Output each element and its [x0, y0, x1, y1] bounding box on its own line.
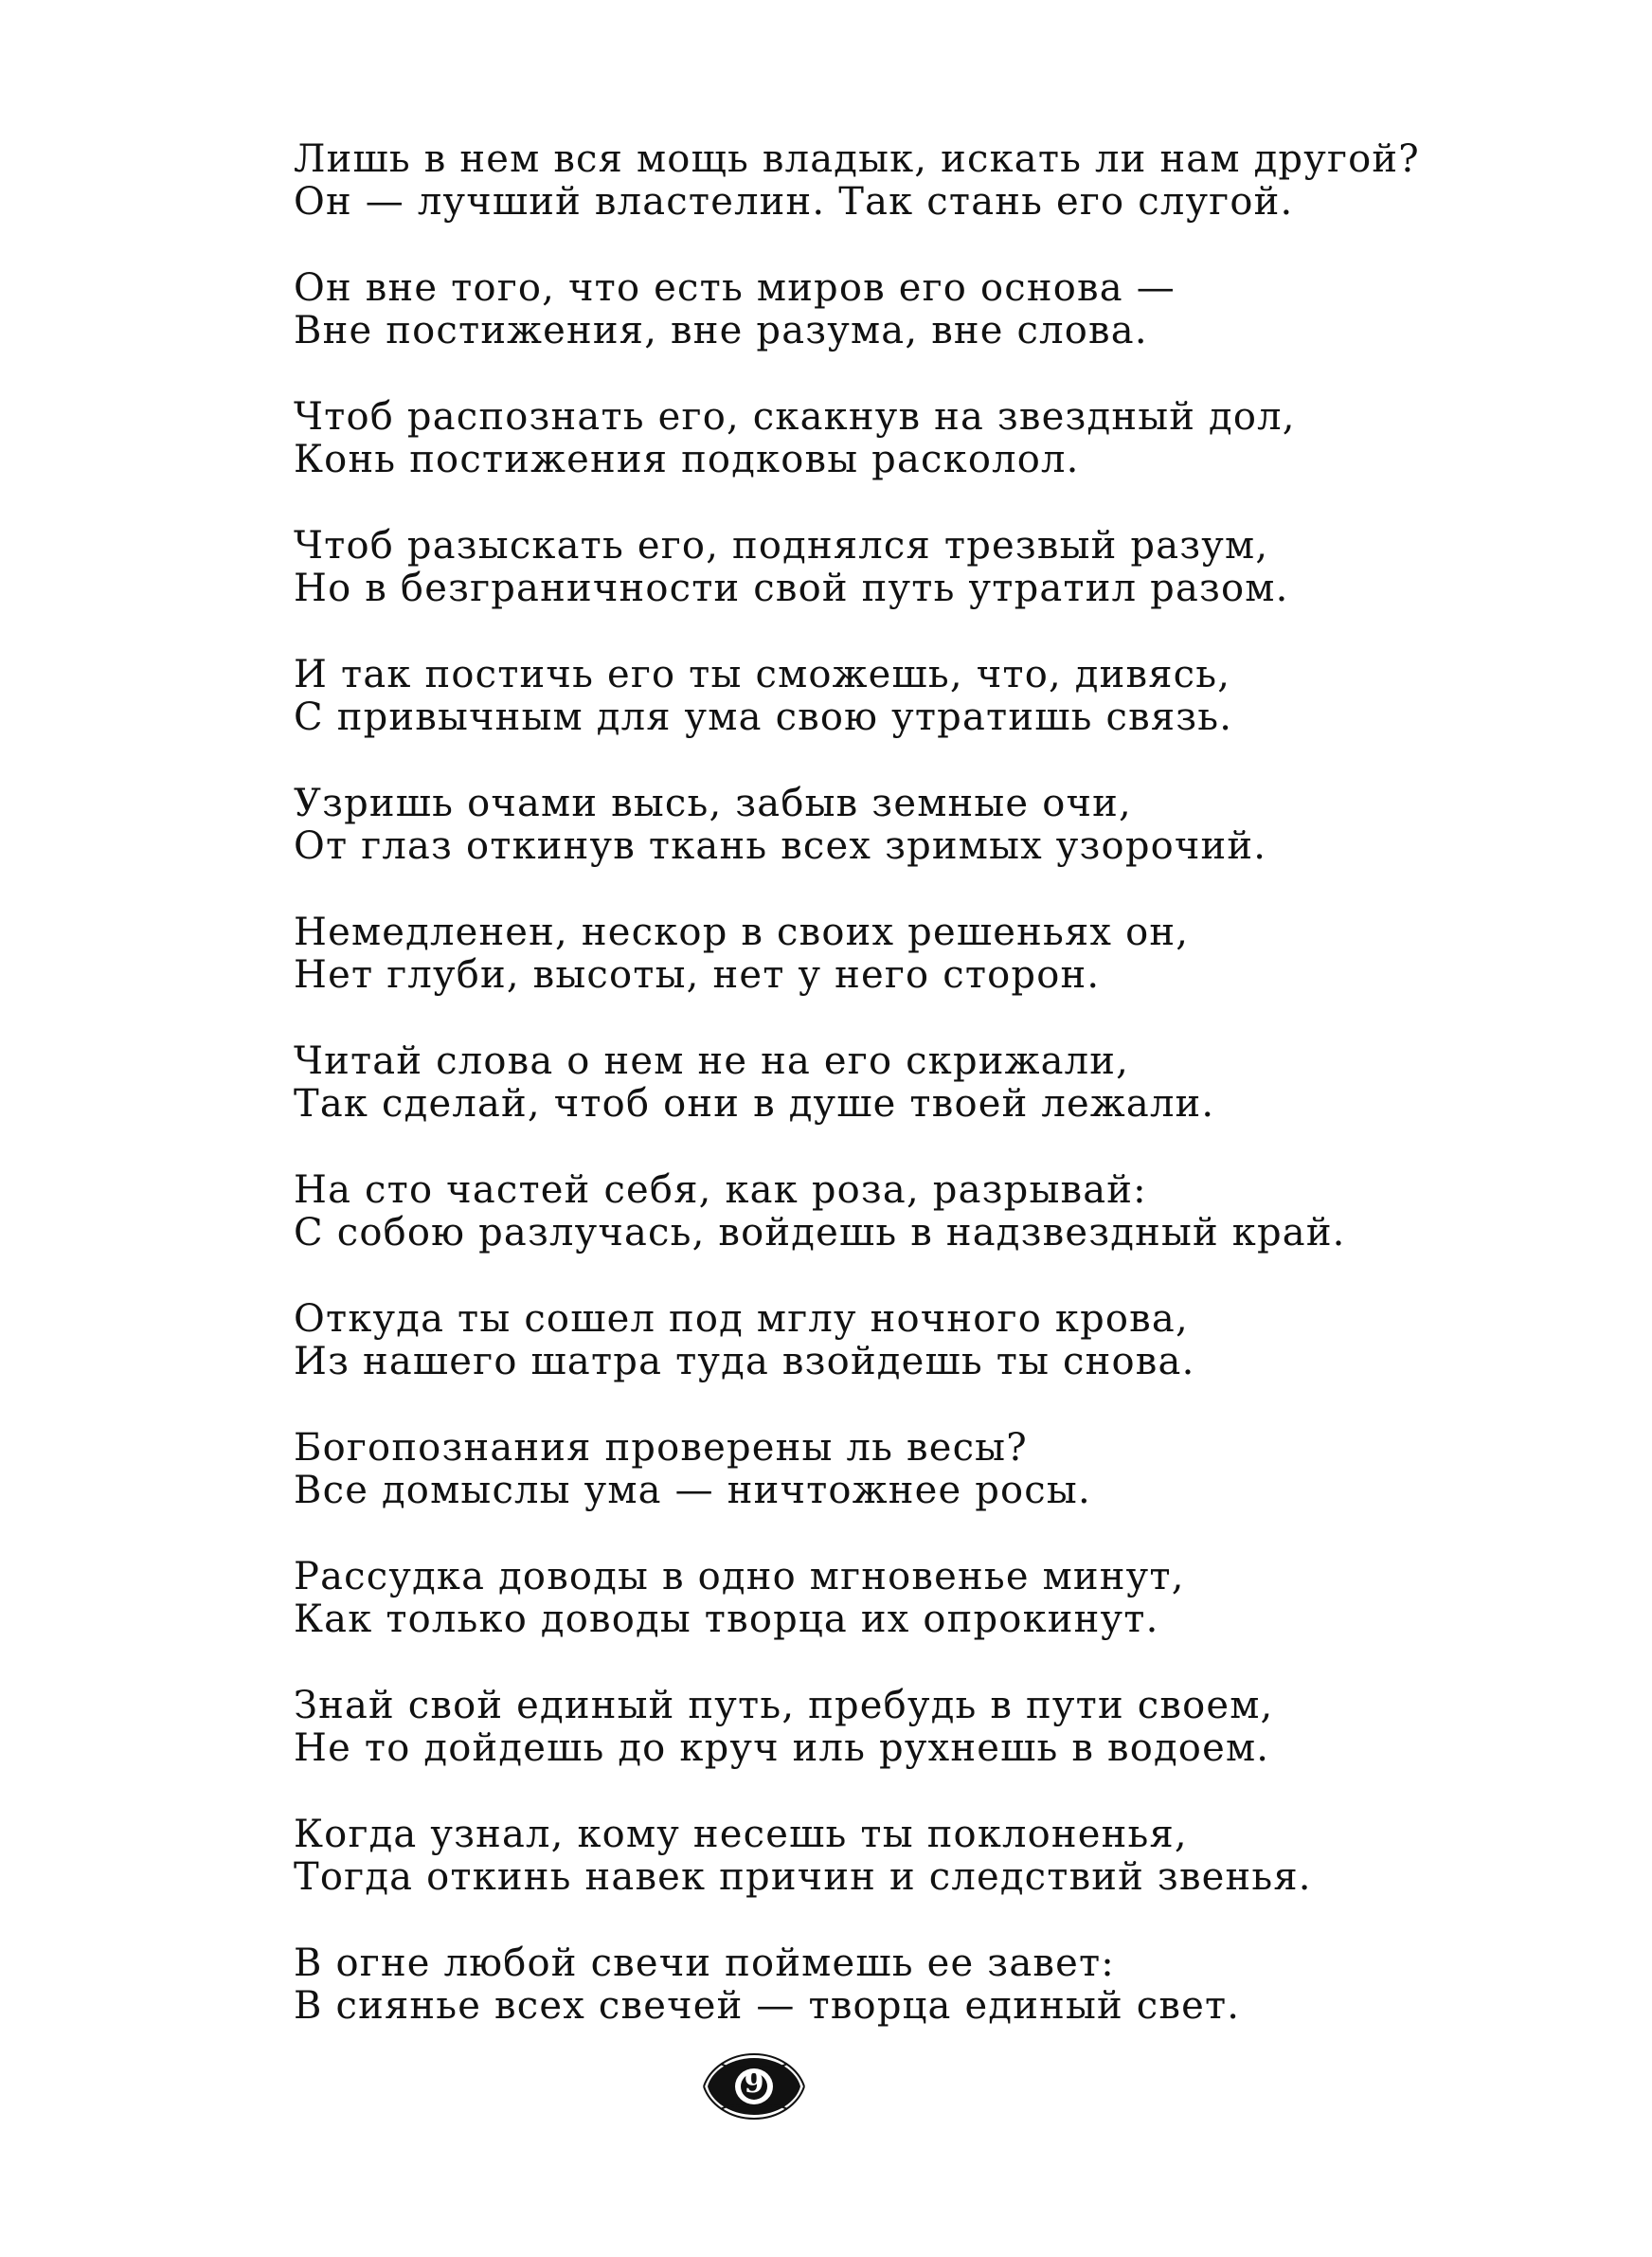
poem-line: Из нашего шатра туда взойдешь ты снова.	[294, 1340, 1195, 1383]
stanza	[294, 138, 1525, 224]
stanza	[294, 1169, 1525, 1255]
poem-line: Не то дойдешь до круч иль рухнешь в водоем.	[294, 1726, 1270, 1770]
poem-line: На сто частей себя, как роза, разрывай:	[294, 1168, 1147, 1212]
stanza	[294, 1814, 1525, 1899]
poem-line: Немедленен, нескор в своих решеньях он,	[294, 911, 1190, 954]
poem-line: Конь постижения подковы расколол.	[294, 438, 1080, 481]
poem-line: Когда узнал, кому несешь ты поклоненья,	[294, 1813, 1188, 1856]
poem-line: Чтоб распознать его, скакнув на звездный дол,	[294, 395, 1296, 439]
stanza	[294, 267, 1525, 352]
stanza	[294, 1685, 1525, 1770]
poem-line: Все домыслы ума — ничтожнее росы.	[294, 1469, 1091, 1512]
poem-line: От глаз откинув ткань всех зримых узорочий.	[294, 824, 1267, 868]
poem-line: Он — лучший властелин. Так стань его слугой.	[294, 180, 1294, 224]
stanza	[294, 396, 1525, 481]
stanza	[294, 525, 1525, 610]
poem-line: Но в безграничности свой путь утратил разом.	[294, 567, 1289, 610]
poem-line: Откуда ты сошел под мглу ночного крова,	[294, 1297, 1189, 1341]
poem-line: Вне постижения, вне разума, вне слова.	[294, 309, 1148, 352]
poem-line: С привычным для ума свою утратишь связь.	[294, 695, 1233, 739]
poem-line: В огне любой свечи поймешь ее завет:	[294, 1941, 1115, 1985]
poem-line: Тогда откинь навек причин и следствий звенья.	[294, 1855, 1312, 1899]
poem-line: Так сделай, чтоб они в душе твоей лежали.	[294, 1082, 1215, 1126]
stanza	[294, 1942, 1525, 2028]
poem-line: В сиянье всех свечей — творца единый свет.	[294, 1984, 1241, 2028]
poem-line: Знай свой единый путь, пребудь в пути своем,	[294, 1684, 1274, 1727]
stanza	[294, 1556, 1525, 1641]
stanza	[294, 912, 1525, 997]
poem-line: Он вне того, что есть миров его основа —	[294, 266, 1176, 310]
poem-line: Как только доводы творца их опрокинут.	[294, 1598, 1159, 1641]
poem-line: Читай слова о нем не на его скрижали,	[294, 1039, 1130, 1083]
stanza	[294, 1298, 1525, 1383]
poem-text	[294, 138, 1525, 2071]
poem-line: Нет глуби, высоты, нет у него сторон.	[294, 953, 1101, 997]
stanza	[294, 783, 1525, 868]
poem-line: Рассудка доводы в одно мгновенье минут,	[294, 1555, 1185, 1598]
poem-line: С собою разлучась, войдешь в надзвездный край.	[294, 1211, 1346, 1255]
page-number: 9	[744, 2067, 764, 2100]
poem-line: Богопознания проверены ль весы?	[294, 1426, 1028, 1470]
stanza	[294, 1427, 1525, 1512]
poem-line: Чтоб разыскать его, поднялся трезвый разум,	[294, 524, 1269, 568]
stanza	[294, 1040, 1525, 1126]
poem-line: И так постичь его ты сможешь, что, дивясь,	[294, 653, 1231, 696]
poem-line: Узришь очами высь, забыв земные очи,	[294, 782, 1132, 825]
stanza	[294, 654, 1525, 739]
poem-line: Лишь в нем вся мощь владык, искать ли нам другой?	[294, 137, 1420, 181]
